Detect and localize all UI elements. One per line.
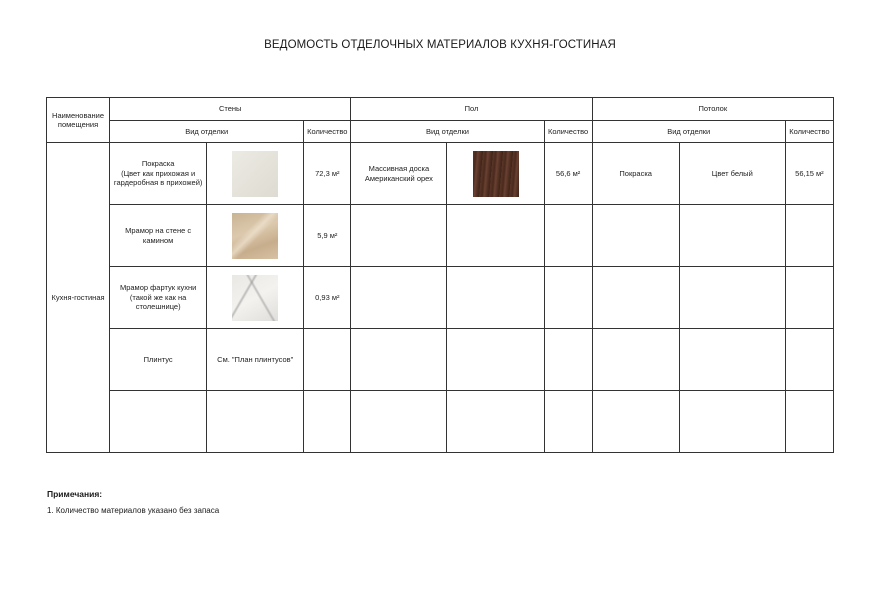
empty-cell xyxy=(544,205,592,267)
empty-cell xyxy=(544,267,592,329)
empty-cell xyxy=(447,329,544,391)
ceiling-finish-color: Цвет белый xyxy=(679,143,785,205)
empty-cell xyxy=(592,267,679,329)
empty-cell xyxy=(110,391,207,453)
materials-table xyxy=(46,97,834,453)
empty-cell xyxy=(679,205,785,267)
paint-swatch xyxy=(232,151,278,197)
wall-finish-swatch xyxy=(207,205,304,267)
empty-cell xyxy=(351,329,447,391)
empty-cell xyxy=(679,391,785,453)
floor-finish-name: Массивная доска Американский орех xyxy=(351,143,447,205)
empty-cell xyxy=(592,329,679,391)
room-name: Кухня-гостиная xyxy=(47,143,110,453)
wall-finish-qty: 5,9 м² xyxy=(304,205,351,267)
empty-cell xyxy=(785,329,833,391)
wall-finish-swatch xyxy=(207,267,304,329)
empty-cell xyxy=(447,391,544,453)
white-marble-swatch xyxy=(232,275,278,321)
table-row xyxy=(47,205,834,267)
empty-cell xyxy=(447,267,544,329)
table-row xyxy=(47,391,834,453)
empty-cell xyxy=(592,205,679,267)
empty-cell xyxy=(351,391,447,453)
header-ceiling: Потолок xyxy=(592,98,833,121)
notes-title: Примечания: xyxy=(47,489,103,499)
empty-cell xyxy=(351,267,447,329)
header-floor: Пол xyxy=(351,98,592,121)
header-floor-finish: Вид отделки xyxy=(351,121,544,143)
empty-cell xyxy=(207,391,304,453)
table-row xyxy=(47,329,834,391)
wall-finish-swatch xyxy=(207,143,304,205)
wall-finish-qty xyxy=(304,329,351,391)
floor-finish-swatch xyxy=(447,143,544,205)
header-walls: Стены xyxy=(110,98,351,121)
header-floor-qty: Количество xyxy=(544,121,592,143)
table-row xyxy=(47,143,834,205)
header-walls-qty: Количество xyxy=(304,121,351,143)
beige-marble-swatch xyxy=(232,213,278,259)
empty-cell xyxy=(785,205,833,267)
table-row xyxy=(47,267,834,329)
wall-finish-qty: 72,3 м² xyxy=(304,143,351,205)
empty-cell xyxy=(544,391,592,453)
header-walls-finish: Вид отделки xyxy=(110,121,304,143)
header-room: Наименование помещения xyxy=(47,98,110,143)
empty-cell xyxy=(592,391,679,453)
wall-finish-name: Мрамор фартук кухни (такой же как на столешнице) xyxy=(110,267,207,329)
empty-cell xyxy=(351,205,447,267)
wall-finish-name: Плинтус xyxy=(110,329,207,391)
empty-cell xyxy=(679,267,785,329)
wall-finish-name: Покраска (Цвет как прихожая и гардеробная в прихожей) xyxy=(110,143,207,205)
empty-cell xyxy=(785,267,833,329)
ceiling-finish-qty: 56,15 м² xyxy=(785,143,833,205)
floor-finish-qty: 56,6 м² xyxy=(544,143,592,205)
ceiling-finish-name: Покраска xyxy=(592,143,679,205)
header-ceiling-finish: Вид отделки xyxy=(592,121,785,143)
walnut-swatch xyxy=(473,151,519,197)
page-title: ВЕДОМОСТЬ ОТДЕЛОЧНЫХ МАТЕРИАЛОВ КУХНЯ-ГОСТИНАЯ xyxy=(264,39,616,51)
empty-cell xyxy=(304,391,351,453)
empty-cell xyxy=(544,329,592,391)
wall-finish-ref: См. "План плинтусов" xyxy=(207,329,304,391)
header-ceiling-qty: Количество xyxy=(785,121,833,143)
notes-item: 1. Количество материалов указано без запаса xyxy=(47,506,220,515)
wall-finish-name: Мрамор на стене с камином xyxy=(110,205,207,267)
wall-finish-qty: 0,93 м² xyxy=(304,267,351,329)
empty-cell xyxy=(679,329,785,391)
empty-cell xyxy=(785,391,833,453)
empty-cell xyxy=(447,205,544,267)
